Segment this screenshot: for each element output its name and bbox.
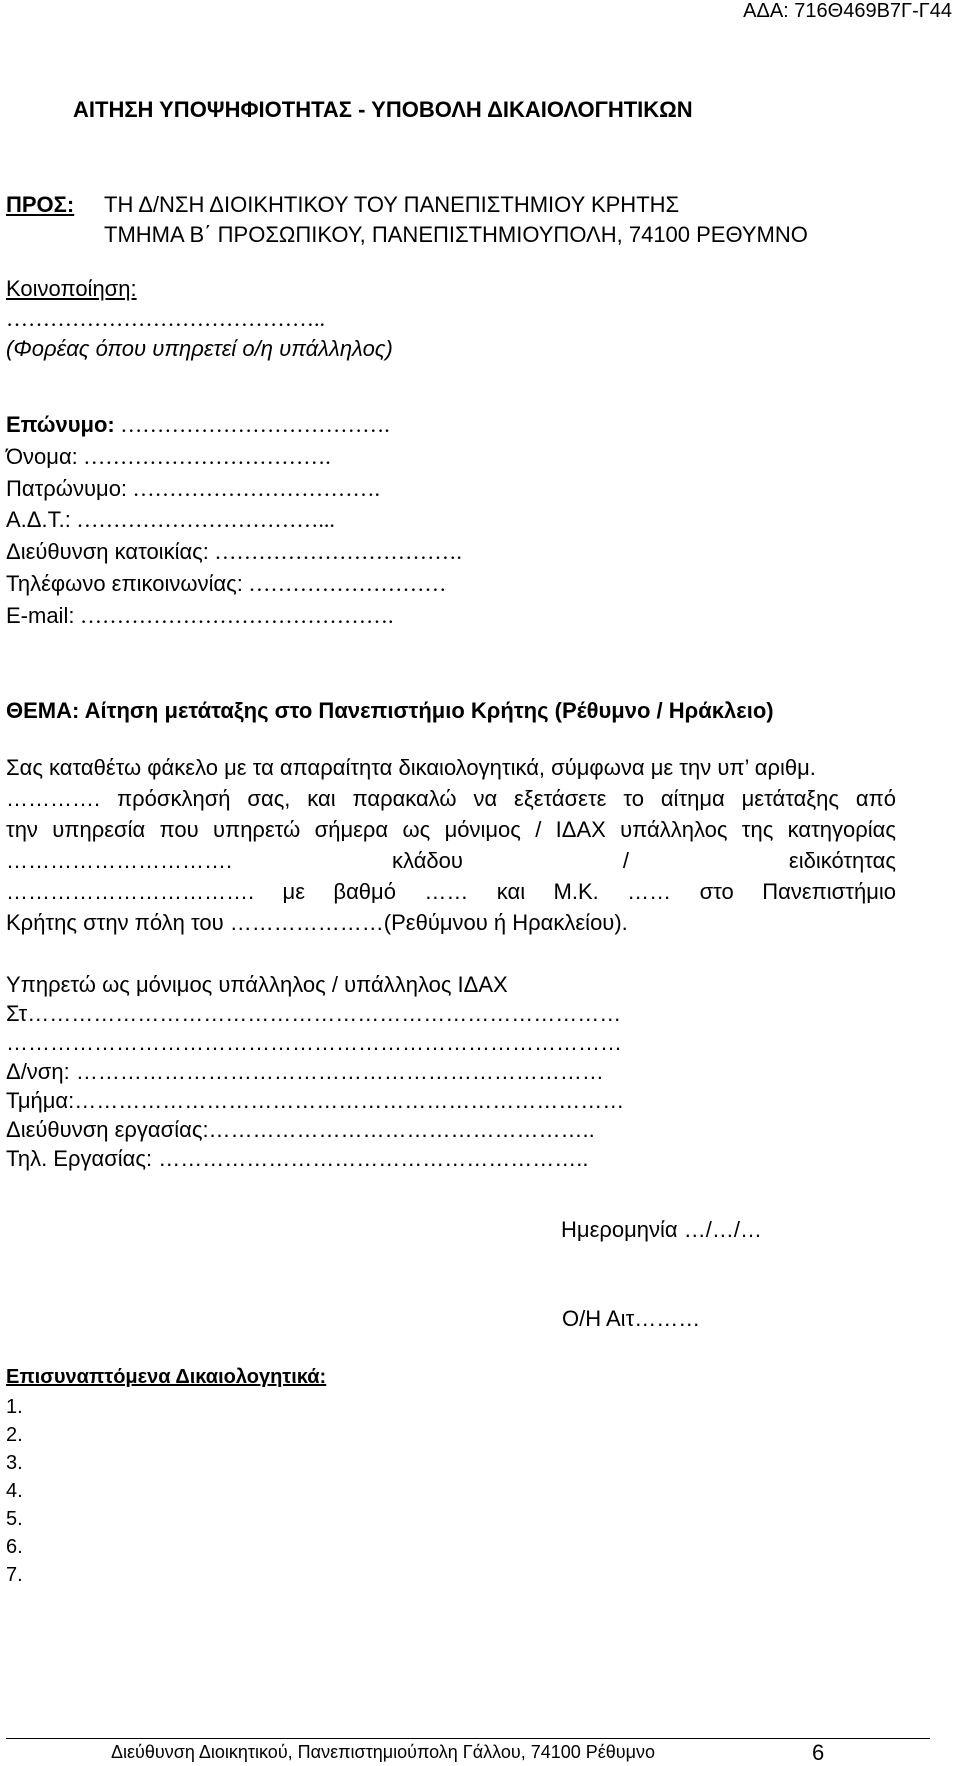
field-home-address — [6, 539, 462, 565]
footer-divider — [6, 1738, 930, 1739]
field-name — [6, 444, 331, 470]
attachments-title: Επισυναπτόμενα Δικαιολογητικά: — [6, 1366, 327, 1388]
recipient-label: ΠΡΟΣ: — [6, 192, 75, 217]
subject-line: ΘΕΜΑ: Αίτηση μετάταξης στο Πανεπιστήμιο Κρήτης (Ρέθυμνο / Ηράκλειο) — [6, 698, 774, 723]
notification-dots: …………………………………….. — [6, 306, 325, 331]
field-father-name — [6, 476, 380, 502]
field-label: Επώνυμο: — [6, 412, 115, 437]
field-dots: ……………………………. — [77, 444, 331, 469]
ada-code: ΑΔΑ: 716Θ469Β7Γ-Γ44 — [743, 0, 952, 22]
field-label: Α.Δ.Τ.: — [6, 507, 71, 532]
page-number: 6 — [812, 1740, 825, 1765]
service-directorate-line: Δ/νση: ……………………………………………………………… — [6, 1059, 604, 1084]
attachment-item: 5. — [6, 1508, 23, 1530]
recipient-line-2: ΤΜΗΜΑ Β΄ ΠΡΟΣΩΠΙΚΟΥ, ΠΑΝΕΠΙΣΤΗΜΙΟΥΠΟΛΗ, 74100 ΡΕΘΥΜΝΟ — [104, 222, 808, 247]
paragraph-line: Κρήτης στην πόλη του …………………(Ρεθύμνου ή Ηρακλείου). — [6, 910, 628, 935]
date-line: Ημερομηνία …/…/… — [561, 1217, 762, 1242]
field-surname — [6, 412, 390, 438]
field-label: Όνομα: — [6, 444, 78, 469]
paragraph-line: ……………………………. με βαθμό …… και Μ.Κ. …… στο Πανεπιστήμιο — [6, 879, 896, 904]
attachment-item: 6. — [6, 1536, 23, 1558]
document-title: ΑΙΤΗΣΗ ΥΠΟΨΗΦΙΟΤΗΤΑΣ - ΥΠΟΒΟΛΗ ΔΙΚΑΙΟΛΟΓΗΤΙΚΩΝ — [73, 97, 693, 122]
field-label: Διεύθυνση κατοικίας: — [6, 539, 209, 564]
field-id-card — [6, 507, 335, 533]
field-dots: ……………………………. — [208, 539, 462, 564]
paragraph-line: …………. πρόσκλησή σας, και παρακαλώ να εξετάσετε το αίτημα μετάταξης από — [6, 786, 896, 811]
field-dots: ……………………………………. — [74, 603, 394, 628]
paragraph-line: Σας καταθέτω φάκελο με τα απαραίτητα δικαιολογητικά, σύμφωνα με την υπ’ αριθμ. — [6, 755, 816, 780]
attachment-item: 3. — [6, 1452, 23, 1474]
recipient-block — [6, 192, 679, 218]
field-dots: ……………………………. — [127, 476, 381, 501]
service-unit-line: Στ……………………………………………………………………… — [6, 1001, 622, 1026]
paragraph-line: …………………………. κλάδου / ειδικότητας — [6, 848, 896, 873]
field-label: Τηλέφωνο επικοινωνίας: — [6, 571, 243, 596]
field-dots: ……………………… — [242, 571, 447, 596]
notification-note: (Φορέας όπου υπηρετεί ο/η υπάλληλος) — [6, 336, 393, 361]
attachment-item: 4. — [6, 1480, 23, 1502]
field-dots: ……………………………... — [70, 507, 335, 532]
service-heading: Υπηρετώ ως μόνιμος υπάλληλος / υπάλληλος ΙΔΑΧ — [6, 972, 508, 997]
field-dots: ………………………………. — [114, 412, 390, 437]
service-work-address-line: Διεύθυνση εργασίας:…………………………………………….. — [6, 1117, 595, 1142]
signature-line: Ο/Η Αιτ……… — [562, 1306, 701, 1331]
field-email — [6, 603, 393, 629]
field-label: Πατρώνυμο: — [6, 476, 128, 501]
field-phone — [6, 571, 446, 597]
paragraph-line: την υπηρεσία που υπηρετώ σήμερα ως μόνιμος / ΙΔΑΧ υπάλληλος της κατηγορίας — [6, 817, 896, 842]
field-label: E-mail: — [6, 603, 75, 628]
footer-text: Διεύθυνση Διοικητικού, Πανεπιστημιούπολη Γάλλου, 74100 Ρέθυμνο — [111, 1742, 656, 1762]
attachment-item: 2. — [6, 1424, 23, 1446]
service-dots-line: ………………………………………………………………………… — [6, 1030, 622, 1055]
attachment-item: 1. — [6, 1396, 23, 1418]
service-department-line: Τμήμα:………………………………………………………………… — [6, 1088, 625, 1113]
notification-label: Κοινοποίηση: — [6, 276, 137, 301]
attachment-item: 7. — [6, 1564, 23, 1586]
recipient-line-1: ΤΗ Δ/ΝΣΗ ΔΙΟΙΚΗΤΙΚΟΥ ΤΟΥ ΠΑΝΕΠΙΣΤΗΜΙΟΥ ΚΡΗΤΗΣ — [104, 192, 680, 217]
request-paragraph — [6, 752, 896, 938]
service-work-phone-line: Τηλ. Εργασίας: ………………………………………………….. — [6, 1146, 589, 1171]
